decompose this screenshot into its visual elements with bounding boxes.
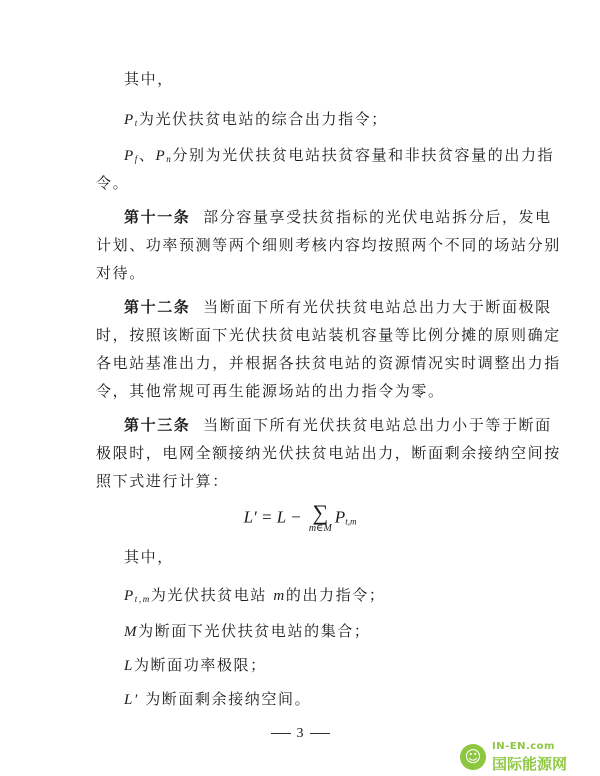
definition-text: 为断面剩余接纳空间。 [145, 690, 312, 708]
symbol-pf: P [124, 148, 135, 164]
formula-lhs: L′ = L − [243, 507, 306, 527]
article-12-line3: 各电站基准出力，并根据各扶贫电站的资源情况实时调整出力指 [96, 354, 561, 372]
definition-text-2: 的出力指令； [285, 586, 386, 604]
summation-range: m∈M [308, 523, 332, 534]
article-13-text: 当断面下所有光伏扶贫电站总出力小于等于断面 [203, 416, 552, 434]
article-11-text: 部分容量享受扶贫指标的光伏电站拆分后，发电 [203, 208, 552, 226]
definition-text: 为断面功率极限； [133, 656, 267, 674]
definition-text: 为断面下光伏扶贫电站的集合； [138, 622, 371, 640]
definition-pf-pn [124, 144, 554, 170]
article-12-line1 [124, 296, 552, 318]
symbol-p: P [124, 112, 135, 128]
definition-m [124, 620, 371, 643]
page-number-value: 3 [296, 726, 304, 741]
symbol-sub-tm: t,m [134, 594, 151, 604]
page-number-dash-right [310, 733, 330, 734]
article-13-title: 第十三条 [124, 416, 191, 434]
article-12-text: 当断面下所有光伏扶贫电站总出力大于断面极限 [203, 298, 552, 316]
watermark-name: 国际能源网 [492, 755, 568, 773]
symbol-ptm: P [124, 588, 135, 604]
definition-l-prime [124, 688, 311, 711]
watermark-logo [460, 740, 590, 774]
article-13-line3: 照下式进行计算： [96, 472, 229, 490]
formula [0, 500, 600, 534]
article-11-line3: 对待。 [96, 264, 146, 282]
symbol-l-prime: L′ [124, 692, 139, 708]
definition-text: 为光伏扶贫电站的综合出力指令； [138, 110, 388, 128]
smiley-icon: ☺ [460, 744, 486, 770]
page-number-dash-left [271, 733, 291, 734]
formula-term: P [334, 507, 346, 527]
definition-ptm [124, 584, 385, 610]
article-11-title: 第十一条 [124, 208, 191, 226]
article-11-line1 [124, 206, 552, 228]
article-13-line2: 极限时，电网全额接纳光伏扶贫电站出力，断面剩余接纳空间按 [96, 444, 561, 462]
symbol-pn: P [155, 148, 167, 164]
definition-pt [124, 108, 388, 134]
symbol-sub-f: f [134, 154, 139, 164]
article-12-title: 第十二条 [124, 298, 191, 316]
article-11-line2: 计划、功率预测等两个细则考核内容均按照两个不同的场站分别 [96, 236, 561, 254]
symbol-l: L [124, 658, 134, 674]
definition-text: 分别为光伏扶贫电站扶贫容量和非扶贫容量的出力指 [172, 146, 555, 164]
article-12-line4: 令，其他常规可再生能源场站的出力指令为零。 [96, 382, 445, 400]
intro-text: 其中， [124, 70, 174, 88]
variable-m: m [273, 588, 286, 604]
symbol-m: M [124, 624, 139, 640]
definition-pf-cont: 令。 [96, 174, 130, 192]
symbol-sub-n: n [166, 154, 173, 164]
article-13-line1 [124, 414, 552, 436]
watermark-site: IN-EN.com [492, 741, 555, 752]
intro-text-2: 其中， [124, 548, 174, 566]
article-12-line2: 时，按照该断面下光伏扶贫电站装机容量等比例分摊的原则确定 [96, 326, 561, 344]
symbol-sub: t [134, 118, 139, 128]
definition-l [124, 654, 267, 677]
summation [308, 500, 332, 534]
sigma-symbol: ∑ [312, 500, 329, 525]
formula-term-sub: t,m [345, 516, 357, 527]
definition-text: 为光伏扶贫电站 [150, 586, 274, 604]
separator: 、 [138, 146, 156, 164]
